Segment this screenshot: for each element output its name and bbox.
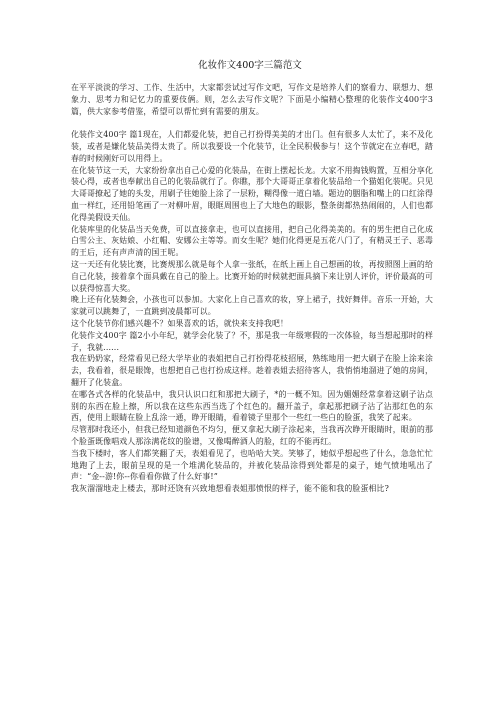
paragraph-essay1-contest: 这一天还有化装比赛，比赛规那么就是每个人拿一张纸，在纸上画上自己想画的妆，再按照图上画的给自己化装，接着拿个面具戴在自己的脸上。比赛开始的时候就把面具摘下来让别人评价，评价最高的可以获得惊喜大奖。: [71, 259, 433, 293]
document-body: [71, 82, 433, 495]
paragraph-essay2-end: 我灰溜溜地走上楼去，那时还饶有兴致地想看表姐那愤恨的样子，能不能和我的脸蛋相比?: [71, 484, 389, 494]
paragraph-essay1-library: 化装库里的化装品当天免费，可以直接拿走，也可以直接用，把自己化得美美的。有的男生把自己化成白雪公主、灰姑娘、小红帽、安娜公主等等。而女生呢？她们化得更是五花八门了，有精灵王子、恶毒的王后，还有声声清的国王呢。: [71, 224, 433, 258]
paragraph-essay1-street: 在化装节这一天，大家纷纷拿出自己心爱的化装品，在街上摆起长龙。大家不用掏钱购置，互相分享化装心得，或者也奉献出自己的化装品就行了。你瞧，那个大哥哥正拿着化装品给一个猫姐化装呢。只见大哥哥撩起了她的头发，用刷子往她脸上涂了一层粉，糊得像一道白墙。题边的胭脂和嘴上的口红涂得血一样红，还用铅笔画了一对柳叶眉，眼眶周围也上了大地色的眼影，整条街都热热闹闹的，人们也都化得美假设天仙。: [71, 165, 433, 222]
intro-paragraph: 在平平淡淡的学习、工作、生活中，大家都尝试过写作文吧，写作文是培养人们的察看力、联想力、想象力、思考力和记忆力的重要伎俩。则，怎么去写作文呢？下面是小编精心整理的化装作文400字3篇，供大家参考借鉴，希望可以帮忙到有需要的朋友。: [71, 83, 433, 116]
paragraph-essay1-end: 这个化装节你们感兴趣不？如果喜欢的话，就快来支持我吧！: [71, 318, 289, 328]
paragraph-essay2-grandma: 我在奶奶家，经常看见已经大学毕业的表姐把自己打扮得花枝招展，熟练地用一把大刷子在脸上涂来涂去，我看着，很是眼馋，也想把自己也打扮成这样。趁着表姐去招待客人，我悄悄地溜进了她的房间，翻开了化装盒。: [71, 354, 433, 387]
paragraph-essay2-mirror: 尽管那时我还小，但我已经知道颜色不均匀，便又拿起大刷子涂起来，当我再次睁开眼睛时，眼前的那个脸蛋既像唱戏人那涂满花纹的脸谱，又像喝醉酒人的脸，红的不能再红。: [71, 425, 433, 446]
paragraph-essay2-downstairs: 当我下楼时，客人们都笑翻了天，表姐看见了，也哈哈大笑。笑够了，她似乎想起些了什么，急急忙忙地跑了上去，眼前呈现的是一个堆满化装品的，并被化装品涂得到处都是的桌子，她气愤地吼出了声：“金--游!你--你看看你做了什么好事!”: [71, 448, 433, 482]
paragraph-essay2-cosmetics: 在哪各式各样的化装品中，我只认识口红和那把大刷子，*的一概不知。因为媚媚经常拿着这刷子沾点别的东西在脸上擦，所以我在这些东西当选了个红色的。翻开盖子，拿起那把刷子沾了沾那红色的东西，使用上眼睛在脸上乱涂一通，睁开眼睛，看着镜子里那个一些红一些白的脸蛋，我笑了起来。: [71, 389, 433, 423]
paragraph-gap: [71, 117, 433, 129]
paragraph-essay1-intro: 化装作文400字 篇1现在，人们都爱化装，把自己打扮得美美的才出门。但有很多人太忙了，来不及化装，或者是嫌化装品美得太贵了。所以我要设一个化装节，让全民积极参与！这个节就定在立春吧，踏春的时候刚好可以用得上。: [71, 130, 433, 163]
paragraph-essay1-ball: 晚上还有化装舞会，小孩也可以参加。大家化上自己喜欢的妆，穿上裙子，找好舞伴。音乐一开始，大家就可以跳舞了，一直跳到凌晨都可以。: [71, 295, 433, 317]
paragraph-essay2-intro: 化装作文400字 篇2小小年纪，就学会化装了？不，那是我一年级寒假的一次体验，每当想起那时的样子，我就......: [71, 330, 433, 352]
document-title: 化妆作文400字三篇范文: [198, 60, 302, 71]
